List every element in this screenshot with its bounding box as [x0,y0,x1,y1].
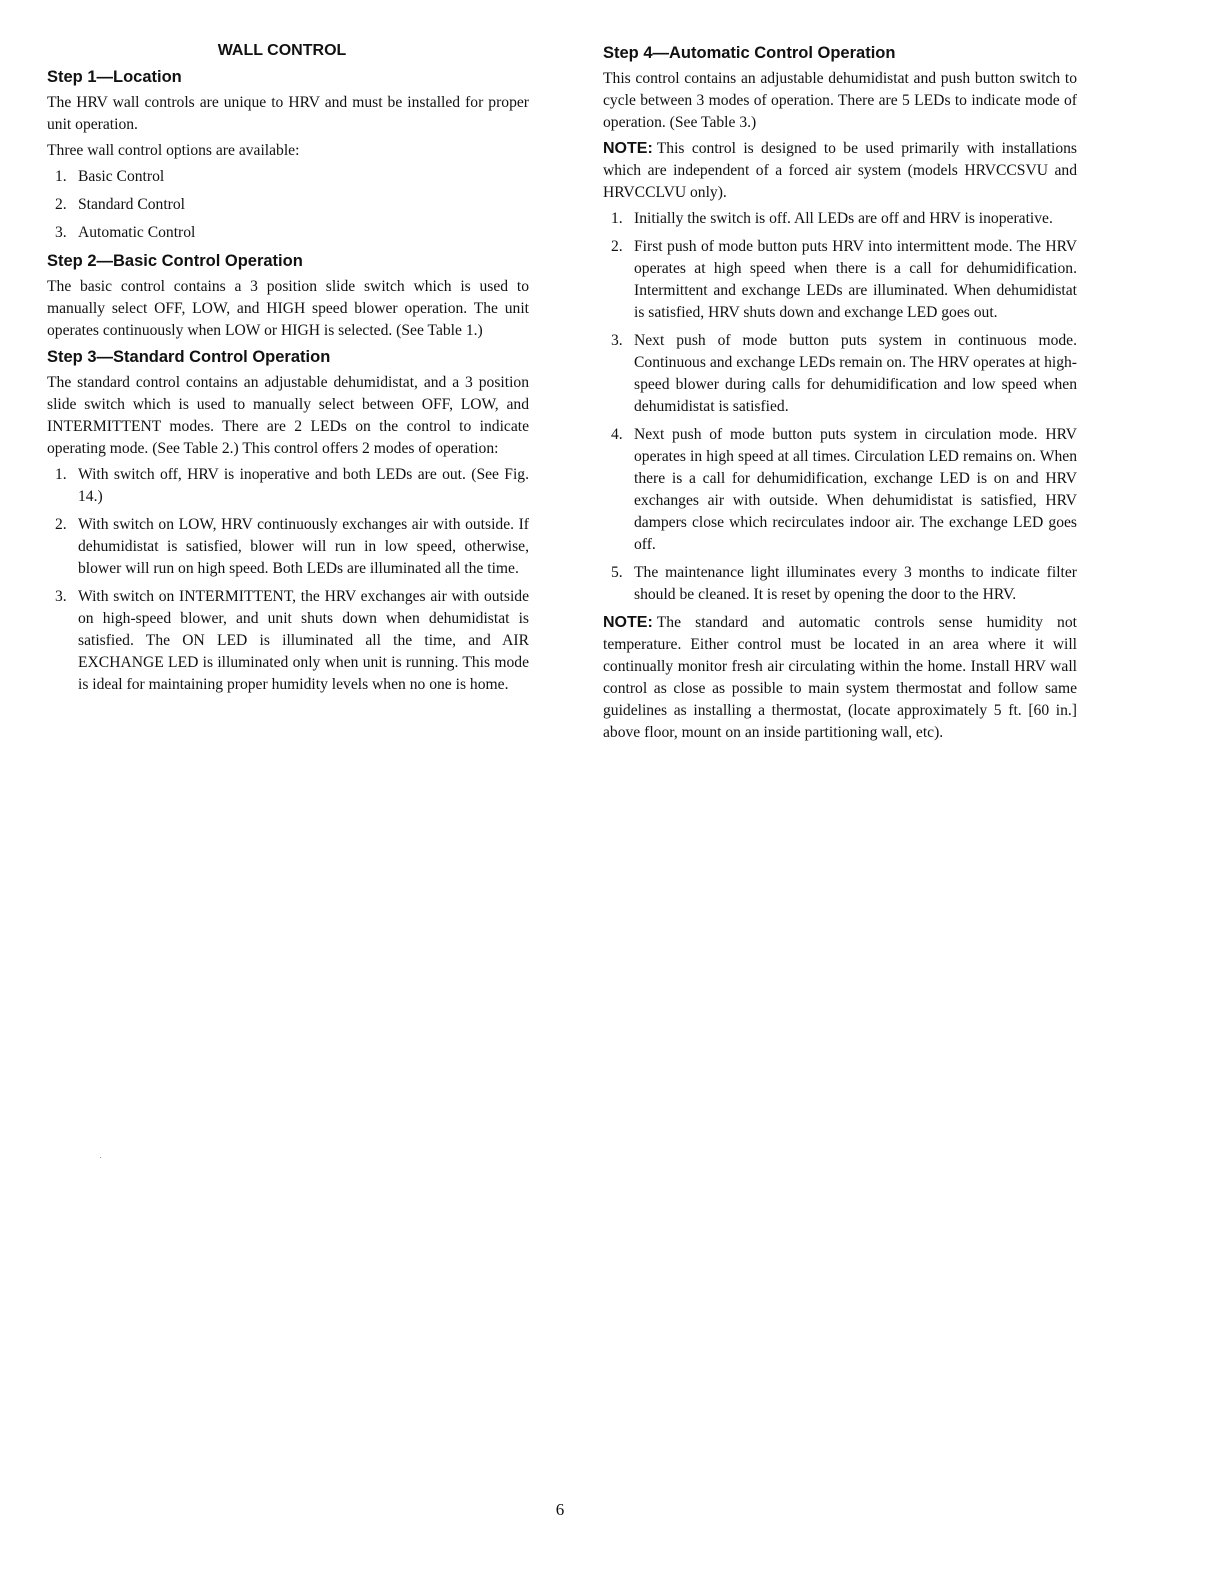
step4-heading: Step 4—Automatic Control Operation [603,44,896,62]
left-column [47,40,529,702]
list-item: 2. First push of mode button puts HRV into intermittent mode. The HRV operates at high speed when there is a call for dehumidification. Intermittent and exchange LEDs are illuminated. When dehumidistat is satisfied, HRV shuts down and exchange LED goes out. [611,238,1077,321]
right-column [603,42,1077,748]
list-item: 5. The maintenance light illuminates every 3 months to indicate filter should be cleaned. It is reset by opening the door to the HRV. [611,564,1077,603]
step3-paragraph: The standard control contains an adjustable dehumidistat, and a 3 position slide switch which is used to manually select between OFF, LOW, and INTERMITTENT modes. There are 2 LEDs on the control to indicate operating mode. (See Table 2.) This control offers 2 modes of operation: [47,374,529,457]
note-paragraph: NOTE: This control is designed to be used primarily with installations which are independent of a forced air system (models HRVCCSVU and HRVCCLVU only). [603,140,1077,201]
list-item: 3. With switch on INTERMITTENT, the HRV exchanges air with outside on high-speed blower, and unit shuts down when dehumidistat is satisfied. The ON LED is illuminated all the time, and AIR EXCHANGE LED is illuminated only when unit is running. This mode is ideal for maintaining proper humidity levels when no one is home. [55,588,529,693]
note-label: NOTE: [603,614,653,631]
list-item: 2. Standard Control [55,196,185,213]
list-item: 1. Initially the switch is off. All LEDs are off and HRV is inoperative. [611,210,1053,227]
control-options-list [47,166,529,244]
list-item: 1. With switch off, HRV is inoperative and both LEDs are out. (See Fig. 14.) [55,466,529,505]
step1-paragraph: The HRV wall controls are unique to HRV and must be installed for proper unit operation. [47,94,529,133]
list-item: 4. Next push of mode button puts system in circulation mode. HRV operates in high speed at all times. Circulation LED remains on. When there is a call for dehumidification, exchange LED is on and HRV exchanges air with outside. When dehumidistat is satisfied, HRV dampers close which recirculates indoor air. The exchange LED goes off. [611,426,1077,553]
note-label: NOTE: [603,140,653,157]
step1-heading: Step 1—Location [47,68,182,86]
section-title: WALL CONTROL [217,42,347,59]
automatic-modes-list [603,208,1077,606]
list-item: 1. Basic Control [55,168,165,185]
step3-heading: Step 3—Standard Control Operation [47,348,331,366]
standard-modes-list [47,464,529,696]
page-number: 6 [555,1500,565,1519]
scan-speck [100,1157,101,1158]
list-item: 3. Next push of mode button puts system in continuous mode. Continuous and exchange LEDs remain on. The HRV operates at high-speed blower during calls for dehumidification and low speed when dehumidistat is satisfied. [611,332,1077,415]
step2-heading: Step 2—Basic Control Operation [47,252,303,270]
step1-options-intro: Three wall control options are available: [47,142,300,159]
step2-paragraph: The basic control contains a 3 position slide switch which is used to manually select OFF, LOW, and HIGH speed blower operation. The unit operates continuously when LOW or HIGH is selected. (See Table 1.) [47,278,529,339]
list-item: 3. Automatic Control [55,224,196,241]
step4-paragraph: This control contains an adjustable dehumidistat and push button switch to cycle between 3 modes of operation. There are 5 LEDs to indicate mode of operation. (See Table 3.) [603,70,1077,131]
note-paragraph: NOTE: The standard and automatic controls sense humidity not temperature. Either control must be located in an area where it will continually monitor fresh air circulating within the home. Install HRV wall control as close as possible to main system thermostat and follow same guidelines as installing a thermostat, (locate approximately 5 ft. [60 in.] above floor, mount on an inside partitioning wall, etc). [603,614,1077,741]
list-item: 2. With switch on LOW, HRV continuously exchanges air with outside. If dehumidistat is satisfied, blower will run in low speed, otherwise, blower will run on high speed. Both LEDs are illuminated all the time. [55,516,529,577]
